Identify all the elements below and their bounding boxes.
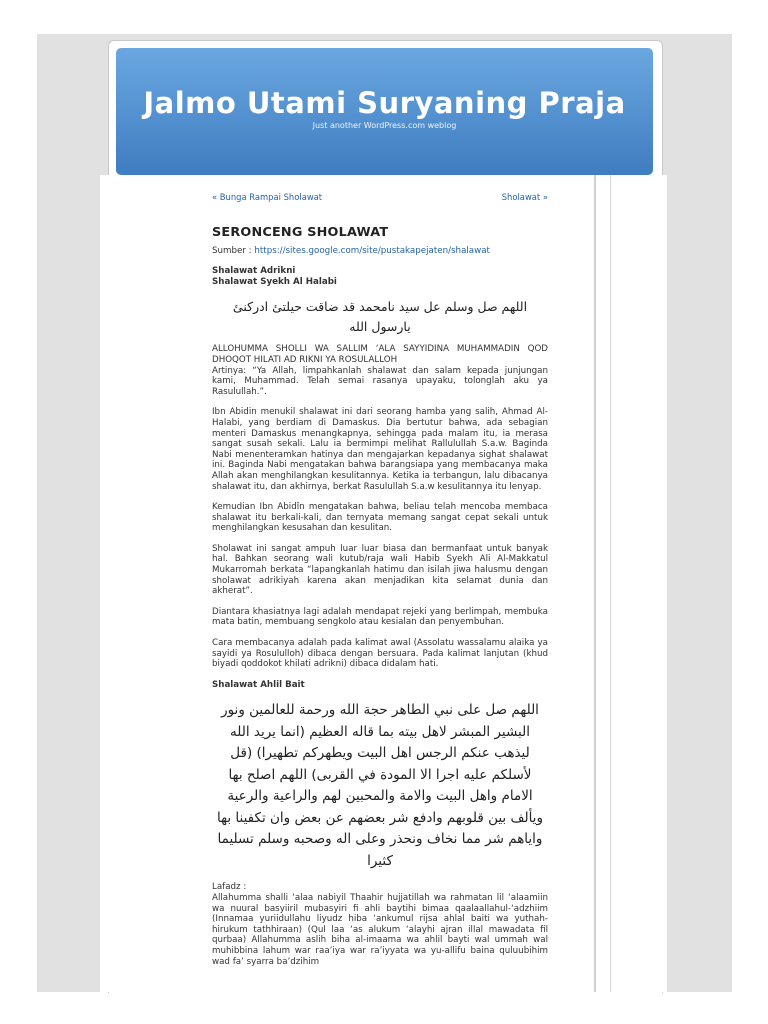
section-heading-ahlil-bait: Shalawat Ahlil Bait (212, 679, 305, 690)
site-description: Just another WordPress.com weblog (312, 121, 457, 130)
sidebar-divider (594, 175, 611, 992)
site-title[interactable]: Jalmo Utami Suryaning Praja (143, 86, 626, 120)
site-header (116, 48, 653, 175)
paragraph-experience: Kemudian Ibn Abidîn mengatakan bahwa, beliau telah mencoba membaca shalawat itu berkali-kali, dan ternyata memang sangat cepat sekali untuk menghilangkan kesusahan dan kesulitan. (212, 502, 548, 534)
arabic-text-ahlil-bait: اللهم صل على نبي الطاهر حجة الله ورحمة للعالمين ونور البشير المبشر لاهل بيته بما قاله العظيم (انما يريد الله ليذهب عنكم الرجس اهل البيت ويطهركم تطهيرا) (قل لأسلكم عليه اجرا الا المودة في القربى) اللهم اصلح بها الامام واهل البيت والامة والمحبين لهم والراعية والرعية ويألف بين قلوبهم وادفع شر بعضهم عن بعض وان تكفينا بها واياهم شر مما نخاف ونحذر وعلى اله وصحبه وسلم تسليما كثيرا (217, 702, 543, 869)
translation: Artinya: “Ya Allah, limpahkanlah shalawat dan salam kepada junjungan kami, Muhammad. Telah semai rasanya upayaku, tolonglah aku ya Rasulullah.”. (212, 365, 548, 397)
paragraph-how-to: Cara membacanya adalah pada kalimat awal (Assolatu wassalamu alaika ya sayidi ya Rosululloh) dibaca dengan bersuara. Pada kalimat lanjutan (khud biyadi qoddokot khilati adrikni) dibaca didalam hati. (212, 638, 548, 670)
lafadz-label: Lafadz : (212, 882, 247, 893)
source-line (212, 246, 548, 257)
latin-transliteration: ALLOHUMMA SHOLLI WA SALLIM ‘ALA SAYYIDINA MUHAMMADIN QOD DHOQOT HILATI AD RIKNI YA ROSULALLOH (212, 344, 548, 365)
post-content (212, 190, 548, 977)
lafadz-text: Allahumma shalli ‘alaa nabiyil Thaahir hujjatillah wa rahmatan lil ‘alaamiin wa nuural basyiiril mubasyiri fi ahli baytihi bimaa qaalaallahul-‘adzhiim (Innamaa yuriidullahu liyudz hiba ‘ankumul rijsa ahlal baiti wa yuthah-hirukum tathhiraan) (Qul laa ‘as alukum ‘alayhi ajran illal mawadata fil qurbaa) Allahumma aslih biha al-imaama wa ahlil bayti wal ummah wal muhibbina lahum war raa’iya war ra’iyyata wa yu-allifu baina quluubihim wad fa’ syarra ba’dzihim (212, 893, 548, 967)
arabic-text-adrikni: اللهم صل وسلم عل سيد نامحمد قد ضاقت حيلتئ ادركنئ يارسول الله (232, 299, 528, 335)
section-heading-adrikni (212, 266, 548, 287)
paragraph-khasiat: Diantara khasiatnya lagi adalah mendapat rejeki yang berlimpah, membuka mata batin, membuang sengkolo atau kesialan dan penyembuhan. (212, 606, 548, 628)
post-navigation (212, 190, 548, 202)
previous-post-link[interactable]: « Bunga Rampai Sholawat (212, 192, 323, 202)
source-label: Sumber : (212, 245, 255, 256)
heading-adrikni-line2: Shalawat Syekh Al Halabi (212, 276, 337, 287)
source-link[interactable]: https://sites.google.com/site/pustakapejaten/shalawat (254, 245, 490, 256)
post-title: SERONCENG SHOLAWAT (212, 225, 389, 240)
paragraph-history: Ibn Abidin menukil shalawat ini dari seorang hamba yang salih, Ahmad Al-Halabi, yang berdiam di Damaskus. Dia bertutur bahwa, ada sebagian menteri Damaskus menangkapnya, sehingga pada malam itu, ia merasa sangat susah sekali. Lalu ia bermimpi melihat Rallulullah S.a.w. Baginda Nabi menenteramkan hatinya dan mengajarkan kepadanya sighat shalawat ini. Baginda Nabi mengatakan bahwa barangsiapa yang membacanya maka Allah akan menghilangkan kesulitannya. Ketika ia terbangun, lalu dibacanya shalawat itu, dan akhirnya, berkat Rasulullah S.a.w kesulitannya itu lenyap. (212, 407, 548, 492)
next-post-link[interactable]: Sholawat » (501, 192, 548, 202)
heading-adrikni-line1: Shalawat Adrikni (212, 266, 296, 277)
paragraph-benefits: Sholawat ini sangat ampuh luar luar biasa dan bermanfaat untuk banyak hal. Bahkan seorang wali kutub/raja wali Habib Syekh Ali Al-Makkatul Mukarromah berkata “lapangkanlah hatimu dan isilah jiwa halusmu dengan sholawat adrikiyah karena akan menjadikan kita selamat dunia dan akherat”. (212, 543, 548, 597)
